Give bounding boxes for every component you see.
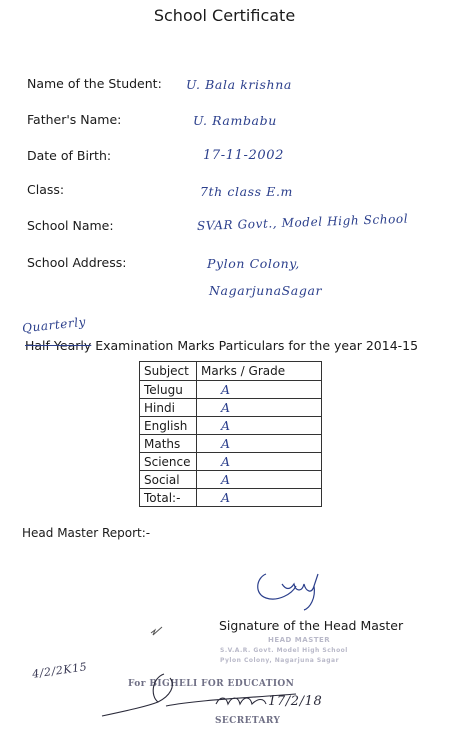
- subject-cell: Hindi: [140, 399, 197, 417]
- table-row: [140, 489, 322, 507]
- dob-label: Date of Birth:: [27, 148, 112, 163]
- subject-cell: Social: [140, 471, 197, 489]
- grade-cell: A: [197, 471, 322, 489]
- subject-cell: Total:-: [140, 489, 197, 507]
- grade-cell: A: [197, 399, 322, 417]
- table-header-row: [140, 362, 322, 381]
- school-name-label: School Name:: [27, 218, 114, 233]
- heading-struck-text: Half Yearly: [25, 338, 92, 353]
- subject-cell: Science: [140, 453, 197, 471]
- certificate-title: School Certificate: [153, 6, 296, 25]
- secretary-stamp-line1: For BIGHELI FOR EDUCATION: [128, 679, 295, 689]
- marks-table: [139, 361, 322, 507]
- grade-cell: A: [197, 381, 322, 399]
- heading-text: Examination Marks Particulars for the year 2014-15: [91, 338, 419, 353]
- tick-mark-icon: [150, 626, 164, 636]
- subject-cell: English: [140, 417, 197, 435]
- stamp-line1: S.V.A.R. Govt. Model High School: [220, 647, 348, 654]
- subject-cell: Telugu: [140, 381, 197, 399]
- grade-cell: A: [197, 453, 322, 471]
- subject-cell: Maths: [140, 435, 197, 453]
- school-name-value: SVAR Govt., Model High School: [196, 211, 409, 233]
- table-row: [140, 453, 322, 471]
- marks-heading: [25, 338, 418, 353]
- grade-header: Marks / Grade: [197, 362, 322, 381]
- school-address-value-line2: NagarjunaSagar: [209, 283, 323, 298]
- grade-cell: A: [197, 435, 322, 453]
- father-name-value: U. Rambabu: [193, 113, 277, 128]
- table-row: [140, 471, 322, 489]
- student-name-label: Name of the Student:: [27, 76, 162, 91]
- stamp-title: HEAD MASTER: [268, 636, 331, 644]
- head-master-signature: [252, 564, 332, 614]
- grade-cell: A: [197, 417, 322, 435]
- subject-header: Subject: [140, 362, 197, 381]
- heading-correction: Quarterly: [21, 314, 87, 336]
- student-name-value: U. Bala krishna: [186, 77, 292, 92]
- father-name-label: Father's Name:: [27, 112, 122, 127]
- secretary-stamp-line2: SECRETARY: [215, 716, 281, 726]
- signature-caption: Signature of the Head Master: [219, 618, 404, 633]
- table-row: [140, 381, 322, 399]
- dob-value: 17-11-2002: [203, 148, 284, 163]
- school-address-value-line1: Pylon Colony,: [207, 256, 300, 271]
- stamp-line2: Pylon Colony, Nagarjuna Sagar: [220, 657, 340, 664]
- grade-cell: A: [197, 489, 322, 507]
- table-row: [140, 399, 322, 417]
- secretary-signature-date: 17/2/18: [268, 694, 323, 709]
- table-row: [140, 435, 322, 453]
- head-master-report-label: Head Master Report:-: [22, 526, 151, 540]
- side-date: 4/2/2K15: [31, 660, 89, 681]
- school-address-label: School Address:: [27, 255, 127, 270]
- class-label: Class:: [27, 182, 65, 197]
- class-value: 7th class E.m: [200, 184, 294, 199]
- table-row: [140, 417, 322, 435]
